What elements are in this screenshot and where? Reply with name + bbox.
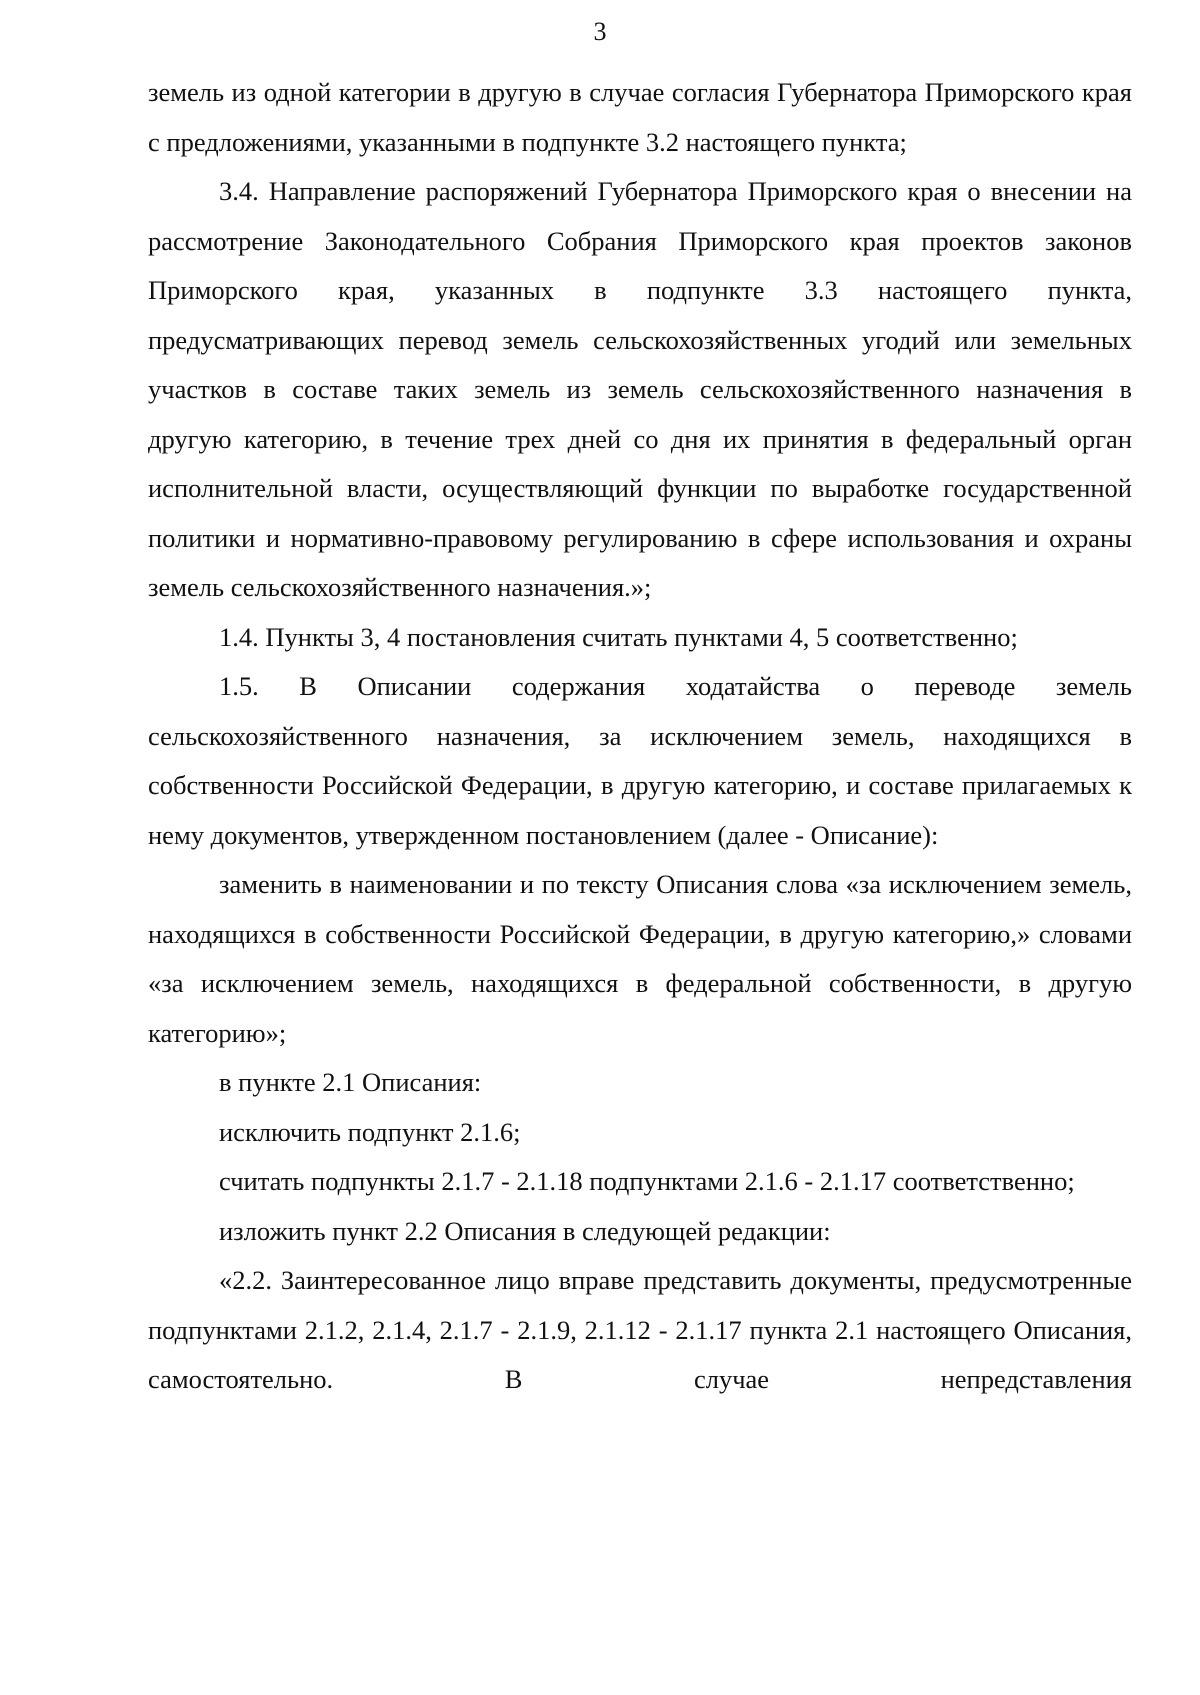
paragraph-replace-words: заменить в наименовании и по тексту Описания слова «за исключением земель, находящихся в собственности Российской Федерации, в другую категорию,» словами «за исключением земель, находящихся в федеральной собственности, в другую категорию»;	[148, 869, 1132, 1048]
paragraph-point-2-2-intro: изложить пункт 2.2 Описания в следующей редакции:	[219, 1215, 831, 1246]
paragraph-1-5: 1.5. В Описании содержания ходатайства о переводе земель сельскохозяйственного назначения, за исключением земель, находящихся в собственности Российской Федерации, в другую категорию, и составе прилагаемых к нему документов, утвержденном постановлением (далее - Описание):	[148, 671, 1132, 850]
paragraph-renumber: считать подпункты 2.1.7 - 2.1.18 подпунктами 2.1.6 - 2.1.17 соответственно;	[219, 1166, 1075, 1196]
document-body	[148, 68, 1132, 1405]
page-number: 3	[593, 17, 607, 46]
paragraph-exclude-2-1-6: исключить подпункт 2.1.6;	[219, 1116, 521, 1147]
paragraph-3-4: 3.4. Направление распоряжений Губернатора Приморского края о внесении на рассмотрение Законодательного Собрания Приморского края проектов законов Приморского края, указанных в подпункте 3.3 настоящего пункта, предусматривающих перевод земель сельскохозяйственных угодий или земельных участков в составе таких земель из земель сельскохозяйственного назначения в другую категорию, в течение трех дней со дня их принятия в федеральный орган исполнительной власти, осуществляющий функции по выработке государственной политики и нормативно-правовому регулированию в сфере использования и охраны земель сельскохозяйственного назначения.»;	[148, 176, 1132, 602]
paragraph-2-2-new-text: «2.2. Заинтересованное лицо вправе представить документы, предусмотренные подпунктами 2.1.2, 2.1.4, 2.1.7 - 2.1.9, 2.1.12 - 2.1.17 пункта 2.1 настоящего Описания, самостоятельно. В случае непредставления	[148, 1265, 1132, 1394]
paragraph-point-2-1: в пункте 2.1 Описания:	[219, 1067, 482, 1097]
paragraph-continuation-3-3: земель из одной категории в другую в случае согласия Губернатора Приморского края с предложениями, указанными в подпункте 3.2 настоящего пункта;	[148, 77, 1132, 157]
paragraph-1-4: 1.4. Пункты 3, 4 постановления считать пунктами 4, 5 соответственно;	[219, 621, 1018, 652]
